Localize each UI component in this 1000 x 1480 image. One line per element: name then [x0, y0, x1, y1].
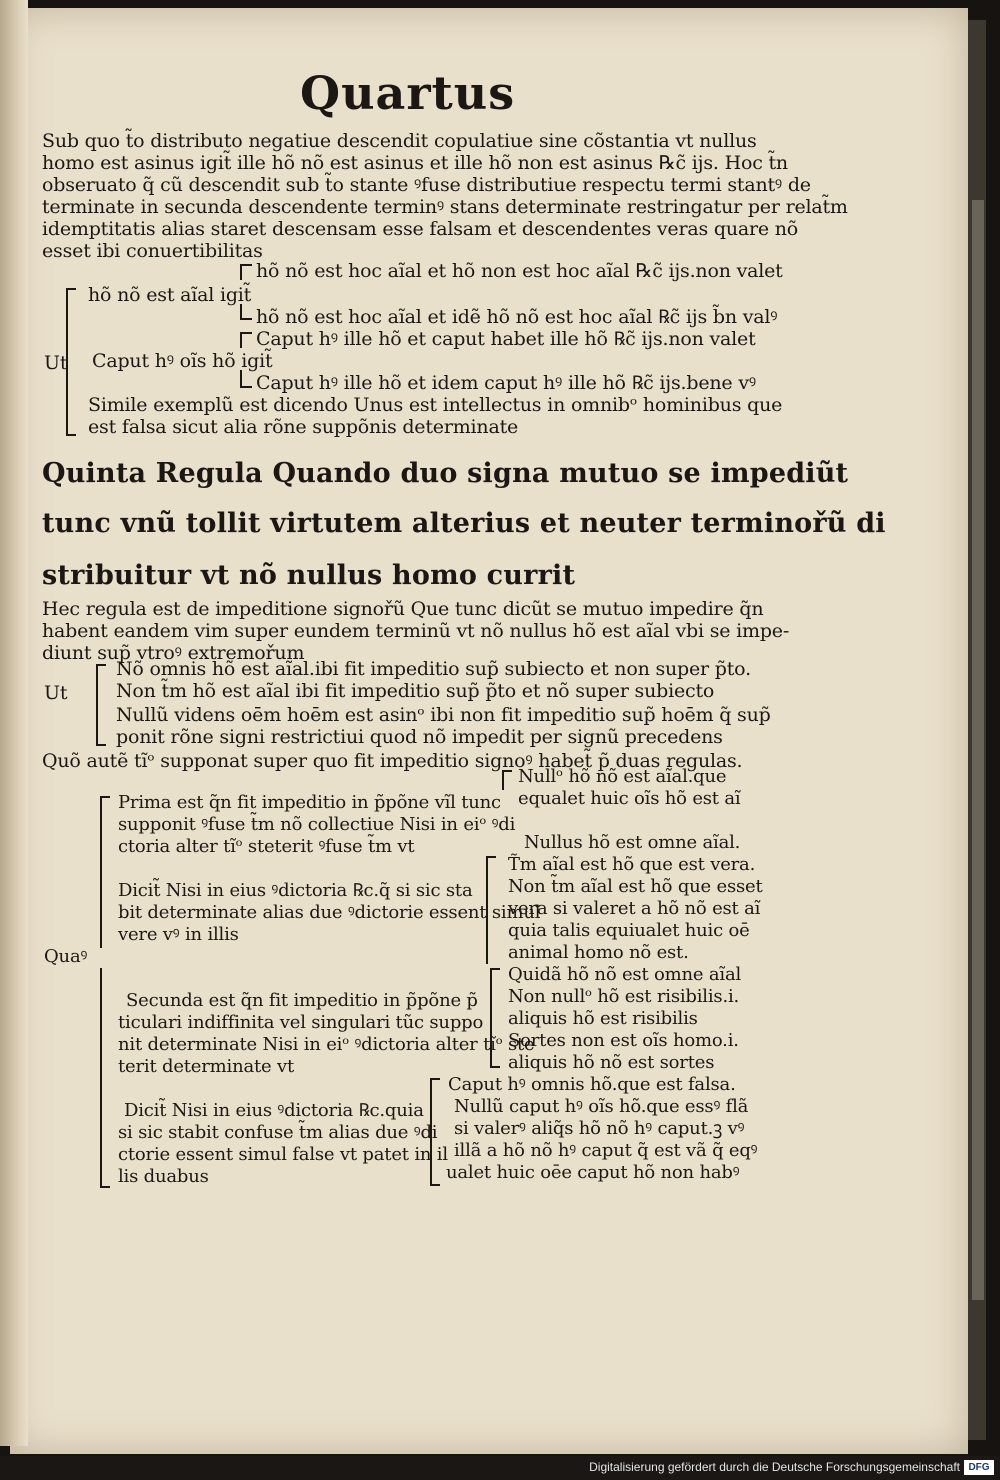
book-edge-inner [972, 200, 984, 1300]
text-line-e1-7: Caput hꝰ ille hõ et idem caput hꝰ ille hõ ℞c̃ ijs.bene vꝰ [256, 372, 756, 394]
text-line-lc-14: ctorie essent simul false vt patet in il [118, 1144, 448, 1165]
text-line-e2-3: Non t̃m hõ est aĩal ibi fit impeditio sup̃ p̃to et nõ super subiecto [116, 680, 715, 702]
text-line-lc-13: si sic stabit confuse t̃m alias due ꝰdi [118, 1122, 438, 1143]
text-line-e2-2: Ut [44, 682, 68, 704]
text-line-lc-7: Quaꝰ [44, 946, 88, 967]
text-line-p2-3: diunt sup̃ vtroꝰ extremořum [42, 642, 305, 664]
text-line-lc-4: Dicit̃ Nisi in eius ꝰdictoria ℞c.q̃ si sic sta [118, 880, 473, 901]
text-line-e1-8: Simile exemplũ est dicendo Unus est intellectus in omnibᵒ hominibus que [88, 394, 783, 416]
text-line-rc-1: Nullᵒ hõ nõ est aĩal.que [518, 766, 727, 787]
text-line-rc-17: illã a hõ nõ hꝰ caput q̃ est vã q̃ eqꝰ [454, 1140, 758, 1161]
text-line-rc-7: quia talis equiualet huic oē [508, 920, 750, 941]
text-line-lc-2: supponit ꝰfuse t̃m nõ collectiue Nisi in eiᵒ ꝰdi [118, 814, 516, 835]
text-line-rc-8: animal homo nõ est. [508, 942, 689, 963]
text-line-p1-4: terminate in secunda descendente terminꝰ stans determinate restringatur per relat̃m [42, 196, 848, 218]
text-line-p1-1: Sub quo t̃o distributo negatiue descendit copulatiue sine cõstantia vt nullus [42, 130, 757, 152]
text-line-e2-1: Nõ omnis hõ est aĩal.ibi fit impeditio sup̃ subiecto et non super p̃to. [116, 658, 751, 680]
text-line-lc-12: Dicit̃ Nisi in eius ꝰdictoria ℞c.quia [124, 1100, 424, 1121]
text-line-rc-14: Caput hꝰ omnis hõ.que est falsa. [448, 1074, 736, 1095]
text-line-lc-1: Prima est q̃n fit impeditio in p̃põne vĩl tunc [118, 792, 501, 813]
text-line-rc-13: aliquis hõ nõ est sortes [508, 1052, 715, 1073]
text-line-rc-10: Non nullᵒ hõ est risibilis.i. [508, 986, 740, 1007]
text-line-e1-4: Caput hꝰ ille hõ et caput habet ille hõ ℞c̃ ijs.non valet [256, 328, 756, 350]
text-line-e1-9: est falsa sicut alia rõne suppõnis determinate [88, 416, 519, 438]
page-title: Quartus [300, 66, 516, 120]
text-line-lc-11: terit determinate vt [118, 1056, 295, 1077]
binding-gutter [0, 0, 28, 1446]
text-line-p3-1: Quõ autẽ tĩᵒ supponat super quo fit impeditio signoꝰ habet̃ p̃ duas regulas. [42, 750, 743, 772]
text-line-e2-5: ponit rõne signi restrictiui quod nõ impedit per signũ precedens [116, 726, 723, 748]
text-line-rc-9: Quidã hõ nõ est omne aĩal [508, 964, 742, 985]
text-line-lc-6: vere vꝰ in illis [118, 924, 239, 945]
footer-credit: Digitalisierung gefördert durch die Deutsche Forschungsgemeinschaft [589, 1460, 960, 1474]
text-line-rc-16: si valerꝰ aliq̃s hõ nõ hꝰ caput.ꝫ vꝰ [454, 1118, 745, 1139]
text-line-r5-1: Quinta Regula Quando duo signa mutuo se impediũt [42, 458, 849, 489]
text-line-lc-15: lis duabus [118, 1166, 209, 1187]
text-line-e1-1: hõ nõ est hoc aĩal et hõ non est hoc aĩal ℞c̃ ijs.non valet [256, 260, 783, 282]
text-line-e1-6: Caput hꝰ oĩs hõ igit̃ [92, 350, 273, 372]
text-line-r5-2: tunc vnũ tollit virtutem alterius et neuter terminořũ di [42, 508, 886, 539]
text-line-p1-5: idemptitatis alias staret descensam esse falsam et descendentes veras quare nõ [42, 218, 799, 240]
text-line-e1-3: hõ nõ est hoc aĩal et idẽ hõ nõ est hoc aĩal ℞c̃ ijs b̃n valꝰ [256, 306, 778, 328]
text-line-p1-6: esset ibi conuertibilitas [42, 240, 263, 262]
text-line-rc-6: vera si valeret a hõ nõ est aĩ [508, 898, 761, 919]
text-line-rc-11: aliquis hõ est risibilis [508, 1008, 698, 1029]
text-line-e1-2: hõ nõ est aĩal igit̃ [88, 284, 252, 306]
text-line-lc-5: bit determinate alias due ꝰdictorie essent simul [118, 902, 541, 923]
text-line-rc-5: Non t̃m aĩal est hõ que esset [508, 876, 763, 897]
text-line-e1-5: Ut [44, 352, 68, 374]
text-line-p2-2: habent eandem vim super eundem terminũ vt nõ nullus hõ est aĩal vbi se impe‐ [42, 620, 790, 642]
text-line-lc-10: nit determinate Nisi in eiᵒ ꝰdictoria alter tĩᵒ ste [118, 1034, 535, 1055]
text-line-rc-2: equalet huic oĩs hõ est aĩ [518, 788, 741, 809]
text-line-p1-2: homo est asinus igit̃ ille hõ nõ est asinus et ille hõ non est asinus ℞c̃ ijs. Hoc t̃n [42, 152, 788, 174]
text-line-p1-3: obseruato q̃ cũ descendit sub t̃o stante ꝰfuse distributiue respectu termi stantꝰ de [42, 174, 811, 196]
text-line-rc-4: T̃m aĩal est hõ que est vera. [508, 854, 756, 875]
text-line-e2-4: Nullũ videns oēm hoēm est asinᵒ ibi non fit impeditio sup̃ hoēm q̃ sup̃ [116, 704, 771, 726]
footer-bar [0, 1456, 1000, 1480]
text-line-r5-3: stribuitur vt nõ nullus homo currit [42, 560, 576, 591]
text-line-rc-15: Nullũ caput hꝰ oĩs hõ.que essꝰ flã [454, 1096, 749, 1117]
text-line-p2-1: Hec regula est de impeditione signořũ Que tunc dicũt se mutuo impedire q̃n [42, 598, 764, 620]
text-line-lc-8: Secunda est q̃n fit impeditio in p̃põne p̃ [126, 990, 478, 1011]
text-line-rc-3: Nullus hõ est omne aĩal. [524, 832, 741, 853]
text-line-lc-3: ctoria alter tĩᵒ steterit ꝰfuse t̃m vt [118, 836, 415, 857]
text-line-lc-9: ticulari indiffinita vel singulari tũc suppo [118, 1012, 484, 1033]
text-line-rc-18: ualet huic oēe caput hõ non habꝰ [446, 1162, 740, 1183]
dfg-logo: DFG [964, 1460, 994, 1475]
text-line-rc-12: Sortes non est oĩs homo.i. [508, 1030, 739, 1051]
